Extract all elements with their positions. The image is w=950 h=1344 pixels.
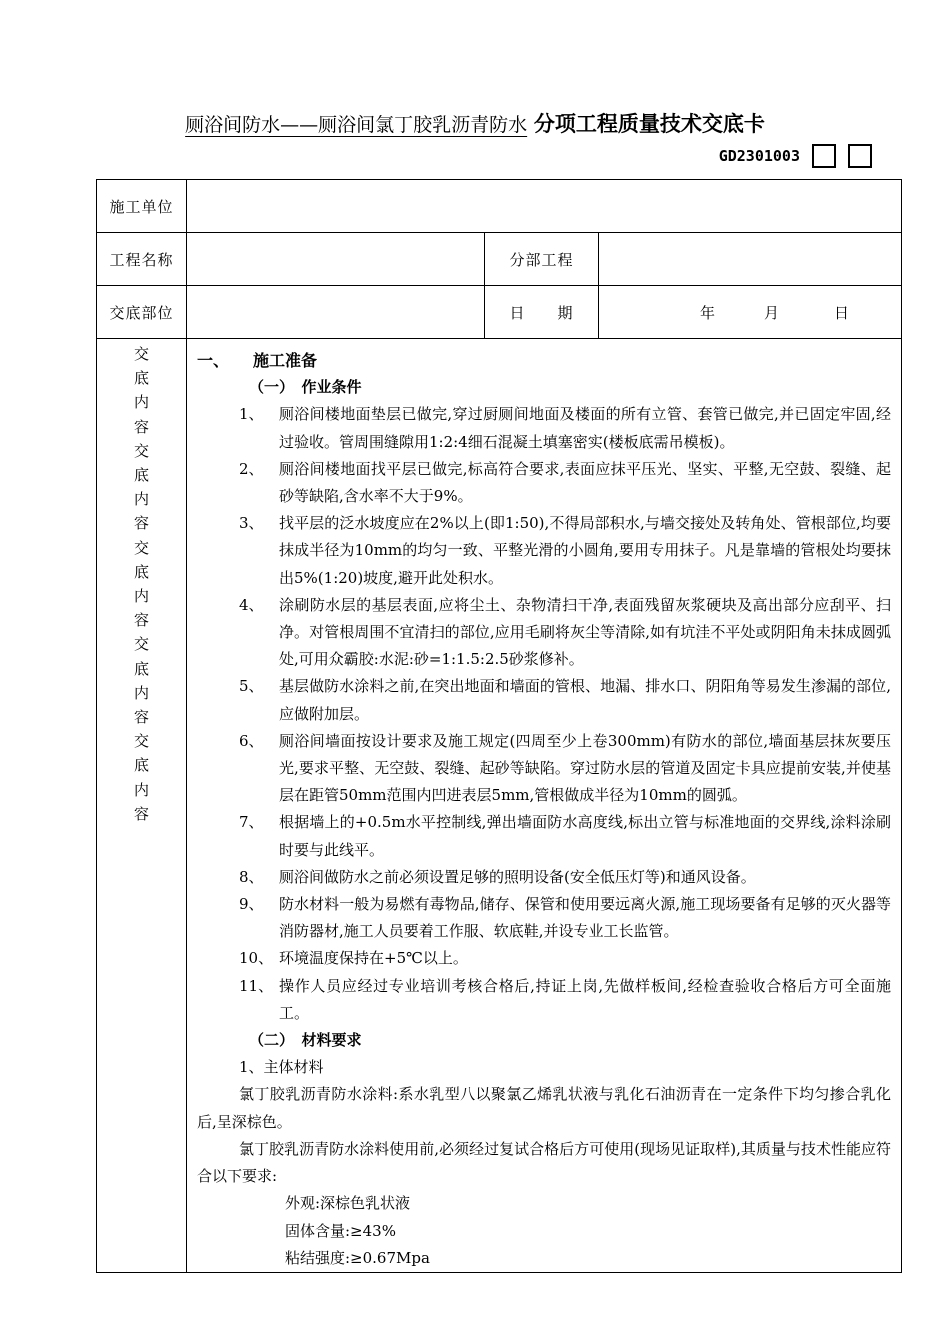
list-item (197, 592, 891, 674)
item-number: 4、 (239, 595, 264, 614)
item-text: 找平层的泛水坡度应在2%以上(即1:50),不得局部积水,与墙交接处及转角处、管根部位,均要抹成半径为10mm的均匀一致、平整光滑的小圆角,要用专用抹子。凡是靠墙的管根处均要抹出5%(1:20)坡度,避开此处积水。 (279, 514, 892, 587)
material-description: 氯丁胶乳沥青防水涂料:系水乳型八以聚氯乙烯乳状液与乳化石油沥青在一定条件下均匀掺合乳化后,呈深棕色。 (197, 1085, 892, 1131)
month-label: 月 (764, 303, 780, 322)
spec-bond-strength: 粘结强度:≥0.67Mpa (285, 1248, 430, 1267)
section-number: 一、 (197, 351, 230, 370)
project-name-field[interactable] (187, 233, 485, 286)
item-text: 涂刷防水层的基层表面,应将尘土、杂物清扫干净,表面残留灰浆硬块及高出部分应刮平、扫净。对管根周围不宜清扫的部位,应用毛刷将灰尘等清除,如有坑洼不平处或阴阳角未抹成圆弧处,可用众霸胶:水泥:砂=1:1.5:2.5砂浆修补。 (279, 595, 892, 669)
title-card-type: 分项工程质量技术交底卡 (533, 112, 765, 136)
item-number: 5、 (239, 677, 264, 696)
item-number: 9、 (239, 895, 264, 914)
document-code-row (719, 144, 872, 168)
list-item (197, 673, 891, 727)
document-title (0, 108, 950, 138)
item-text: 厕浴间做防水之前必须设置足够的照明设备(安全低压灯等)和通风设备。 (279, 867, 756, 886)
item-number: 8、 (239, 867, 264, 886)
year-label: 年 (700, 303, 716, 322)
document-code: GD2301003 (718, 147, 800, 165)
day-label: 日 (834, 303, 850, 322)
list-item (197, 809, 891, 863)
location-field[interactable] (187, 286, 485, 339)
main-material-heading: 1、主体材料 (239, 1058, 324, 1077)
item-number: 11、 (239, 976, 274, 995)
disclosure-card-table (96, 179, 902, 1273)
material-requirement-note: 氯丁胶乳沥青防水涂料使用前,必须经过复试合格后方可使用(现场见证取样),其质量与技术性能应符合以下要求: (197, 1139, 892, 1186)
list-item (197, 864, 891, 891)
project-name-label: 工程名称 (97, 233, 187, 286)
item-text: 厕浴间楼地面找平层已做完,标高符合要求,表面应抹平压光、坚实、平整,无空鼓、裂缝、起砂等缺陷,含水率不大于9%。 (279, 459, 892, 506)
unit-label: 施工单位 (97, 180, 187, 233)
list-item (197, 510, 891, 592)
content-side-label: 交底内容交底内容交底内容交底内容交底内容 (133, 345, 149, 823)
division-field[interactable] (599, 233, 902, 286)
division-label: 分部工程 (485, 233, 599, 286)
location-label: 交底部位 (97, 286, 187, 339)
item-text: 环境温度保持在+5℃以上。 (279, 949, 468, 968)
title-subject: 厕浴间防水——厕浴间氯丁胶乳沥青防水 (185, 114, 528, 136)
item-number: 1、 (239, 405, 264, 424)
disclosure-content (187, 339, 902, 1273)
item-text: 根据墙上的+0.5m水平控制线,弹出墙面防水高度线,标出立管与标准地面的交界线,涂料涂刷时要与此线平。 (279, 813, 892, 859)
list-item (197, 945, 891, 972)
list-item (197, 728, 891, 810)
section-heading (197, 347, 891, 374)
item-text: 厕浴间墙面按设计要求及施工规定(四周至少上卷300mm)有防水的部位,墙面基层抹灰要压光,要求平整、无空鼓、裂缝、起砂等缺陷。穿过防水层的管道及固定卡具应提前安装,并使基层在距管50mm范围内凹进表层5mm,管根做成半径为10mm的圆弧。 (279, 731, 892, 805)
item-number: 2、 (239, 459, 264, 478)
list-item (197, 456, 891, 510)
checkbox-2[interactable] (848, 144, 872, 168)
list-item (197, 973, 891, 1027)
item-number: 3、 (239, 514, 264, 533)
item-number: 7、 (239, 813, 264, 832)
item-text: 防水材料一般为易燃有毒物品,储存、保管和使用要远离火源,施工现场要备有足够的灭火器等消防器材,施工人员要着工作服、软底鞋,并设专业工长监管。 (279, 895, 892, 941)
spec-solid-content: 固体含量:≥43% (285, 1221, 396, 1240)
item-text: 操作人员应经过专业培训考核合格后,持证上岗,先做样板间,经检查验收合格后方可全面施工。 (279, 976, 892, 1022)
subsection-work-conditions: （一） 作业条件 (249, 378, 362, 397)
date-label: 日 期 (485, 286, 599, 339)
date-field[interactable] (599, 286, 902, 339)
list-item (197, 891, 891, 945)
content-side-label-cell (97, 339, 187, 1273)
spec-appearance: 外观:深棕色乳状液 (285, 1194, 411, 1213)
subsection-material-requirements: （二） 材料要求 (249, 1031, 362, 1050)
checkbox-1[interactable] (812, 144, 836, 168)
item-text: 厕浴间楼地面垫层已做完,穿过厨厕间地面及楼面的所有立管、套管已做完,并已固定牢固,经过验收。管周围缝隙用1:2:4细石混凝土填塞密实(楼板底需吊模板)。 (279, 405, 892, 451)
unit-value-field[interactable] (187, 180, 902, 233)
item-number: 10、 (239, 949, 274, 968)
item-number: 6、 (239, 731, 264, 750)
item-text: 基层做防水涂料之前,在突出地面和墙面的管根、地漏、排水口、阴阳角等易发生渗漏的部位,应做附加层。 (279, 677, 892, 723)
list-item (197, 401, 891, 455)
section-title: 施工准备 (253, 351, 318, 370)
